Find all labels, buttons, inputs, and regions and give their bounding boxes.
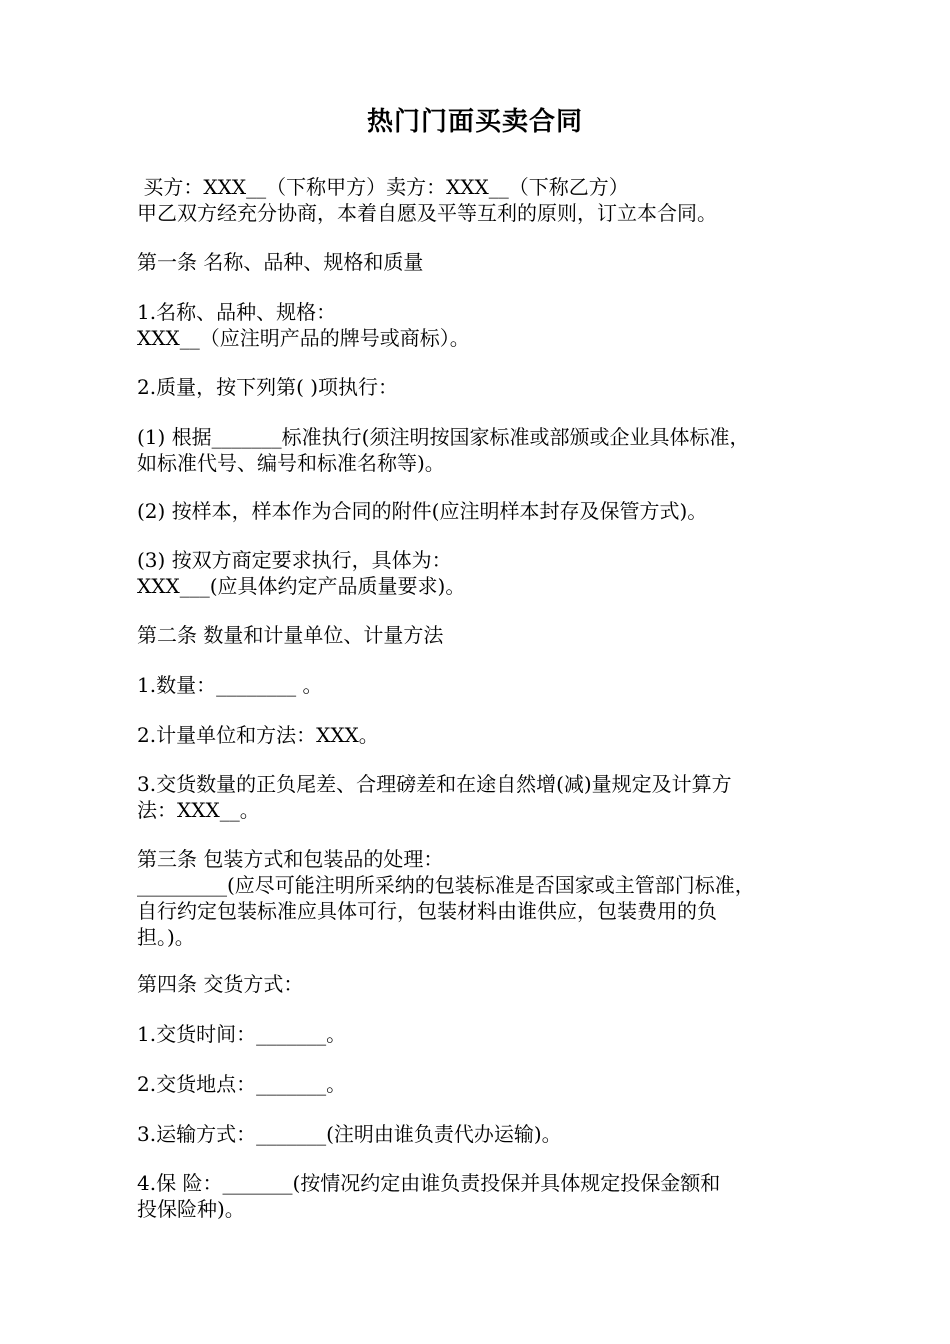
clause-4-1: 1.交货时间：_______。	[137, 1022, 347, 1046]
article-1-heading: 第一条 名称、品种、规格和质量	[137, 250, 424, 274]
clause-1-1: 1.名称、品种、规格： XXX__（应注明产品的牌号或商标）。	[137, 300, 470, 350]
clause-1-2: 2.质量，按下列第( )项执行：	[137, 375, 399, 399]
clause-4-3: 3.运输方式：_______(注明由谁负责代办运输)。	[137, 1122, 562, 1146]
article-3-paragraph: 第三条 包装方式和包装品的处理： _________(应尽可能注明所采纳的包装标准是否国家或主管部门标准， 自行约定包装标准应具体可行，包装材料由谁供应，包装费用的负 担。)。	[137, 847, 755, 949]
clause-1-2-option-3: (3) 按双方商定要求执行，具体为： XXX___(应具体约定产品质量要求)。	[137, 548, 466, 598]
clause-2-2: 2.计量单位和方法：XXX。	[137, 723, 379, 747]
clause-1-2-option-1: (1) 根据_______标准执行(须注明按国家标准或部颁或企业具体标准， 如标准代号、编号和标准名称等)。	[137, 425, 750, 475]
clause-2-1: 1.数量：________ 。	[137, 673, 323, 697]
document-title: 热门门面买卖合同	[366, 107, 583, 137]
clause-4-2: 2.交货地点：_______。	[137, 1072, 347, 1096]
clause-2-3: 3.交货数量的正负尾差、合理磅差和在途自然增(减)量规定及计算方 法：XXX__。	[137, 772, 732, 822]
article-4-heading: 第四条 交货方式：	[137, 972, 304, 996]
clause-1-2-option-2: (2) 按样本，样本作为合同的附件(应注明样本封存及保管方式)。	[137, 499, 708, 523]
clause-4-4: 4.保 险：_______(按情况约定由谁负责投保并具体规定投保金额和 投保险种)。	[137, 1171, 721, 1221]
parties-paragraph: 买方：XXX__（下称甲方）卖方：XXX__（下称乙方） 甲乙双方经充分协商，本着自愿及平等互利的原则，订立本合同。	[137, 175, 717, 225]
article-2-heading: 第二条 数量和计量单位、计量方法	[137, 623, 444, 647]
